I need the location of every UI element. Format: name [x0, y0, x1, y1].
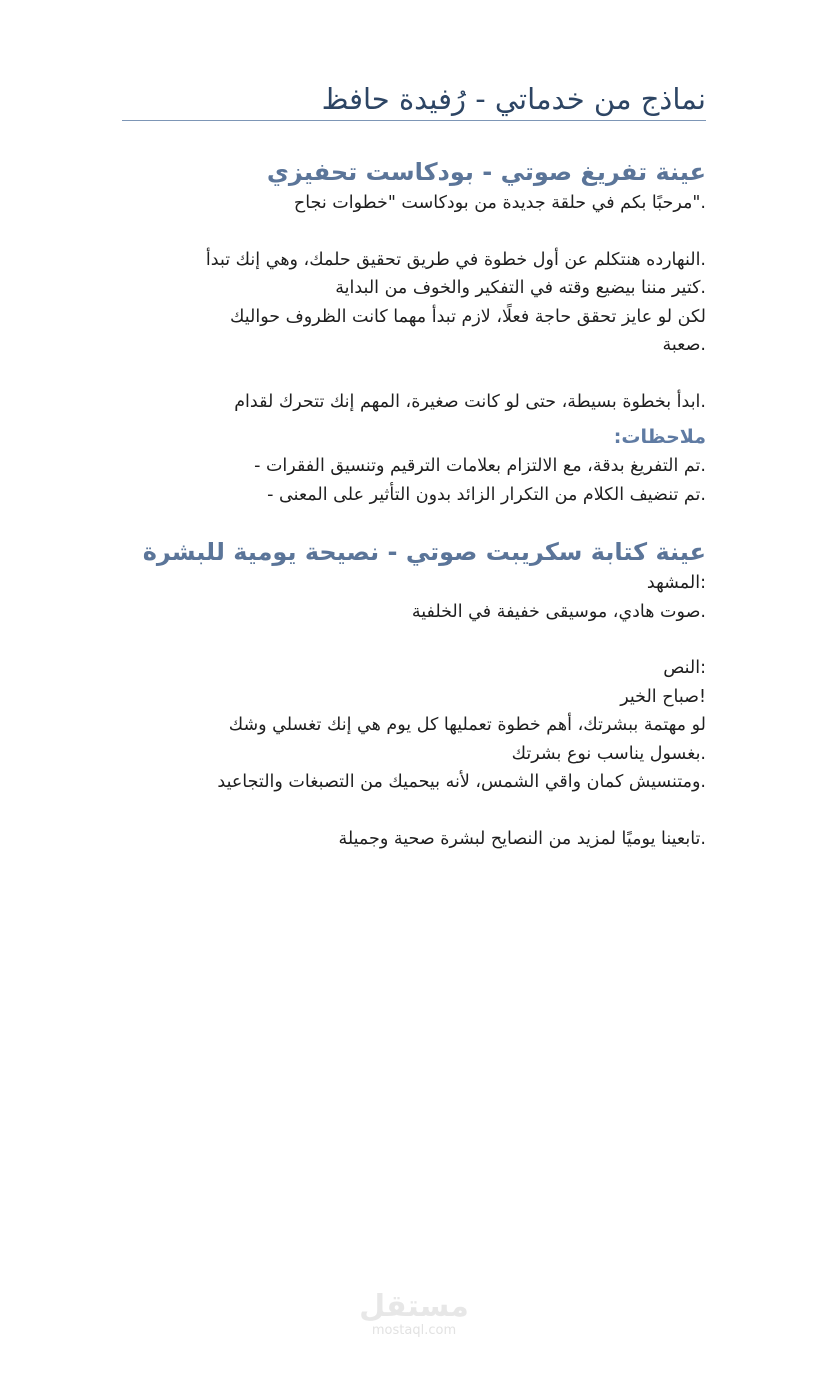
script-line: .ومتنسيش كمان واقي الشمس، لأنه بيحميك من التصبغات والتجاعيد	[217, 772, 706, 792]
text-label: :النص	[663, 658, 706, 678]
document-title: نماذج من خدماتي - رُفيدة حافظ	[321, 82, 706, 116]
paragraph-line: .كتير مننا بيضيع وقته في التفكير والخوف من البداية	[335, 278, 706, 298]
script-line: !صباح الخير	[620, 686, 706, 707]
section-heading-script: عينة كتابة سكريبت صوتي - نصيحة يومية للبشرة	[142, 538, 706, 566]
section-heading-transcription: عينة تفريغ صوتي - بودكاست تحفيزي	[266, 158, 706, 186]
paragraph-line: لكن لو عايز تحقق حاجة فعلًا، لازم تبدأ مهما كانت الظروف حواليك	[230, 306, 706, 327]
mostaql-watermark-logo	[356, 1290, 472, 1338]
watermark-wordmark: مستقل	[359, 1289, 469, 1324]
section-script-sample	[122, 535, 706, 853]
note-item: .تم التفريغ بدقة، مع الالتزام بعلامات الترقيم وتنسيق الفقرات -	[254, 456, 706, 476]
section-transcription-sample	[122, 155, 706, 509]
script-line: لو مهتمة ببشرتك، أهم خطوة تعمليها كل يوم هي إنك تغسلي وشك	[228, 715, 706, 735]
notes-heading: ملاحظات:	[613, 426, 706, 448]
closing-line: .تابعينا يوميًا لمزيد من النصايح لبشرة صحية وجميلة	[338, 828, 706, 849]
paragraph-line: .النهارده هنتكلم عن أول خطوة في طريق تحقيق حلمك، وهي إنك تبدأ	[205, 249, 706, 270]
paragraph-line: .صعبة	[662, 335, 706, 355]
scene-label: :المشهد	[646, 573, 706, 593]
paragraph-line: ."مرحبًا بكم في حلقة جديدة من بودكاست "خطوات نجاح	[293, 193, 706, 213]
watermark-domain: mostaql.com	[371, 1323, 457, 1338]
paragraph-line: .ابدأ بخطوة بسيطة، حتى لو كانت صغيرة، المهم إنك تتحرك لقدام	[234, 391, 706, 412]
note-item: .تم تنضيف الكلام من التكرار الزائد بدون التأثير على المعنى -	[267, 484, 706, 505]
scene-text: .صوت هادي، موسيقى خفيفة في الخلفية	[411, 601, 706, 622]
script-line: .بغسول يناسب نوع بشرتك	[511, 743, 706, 764]
document-page	[122, 78, 706, 853]
